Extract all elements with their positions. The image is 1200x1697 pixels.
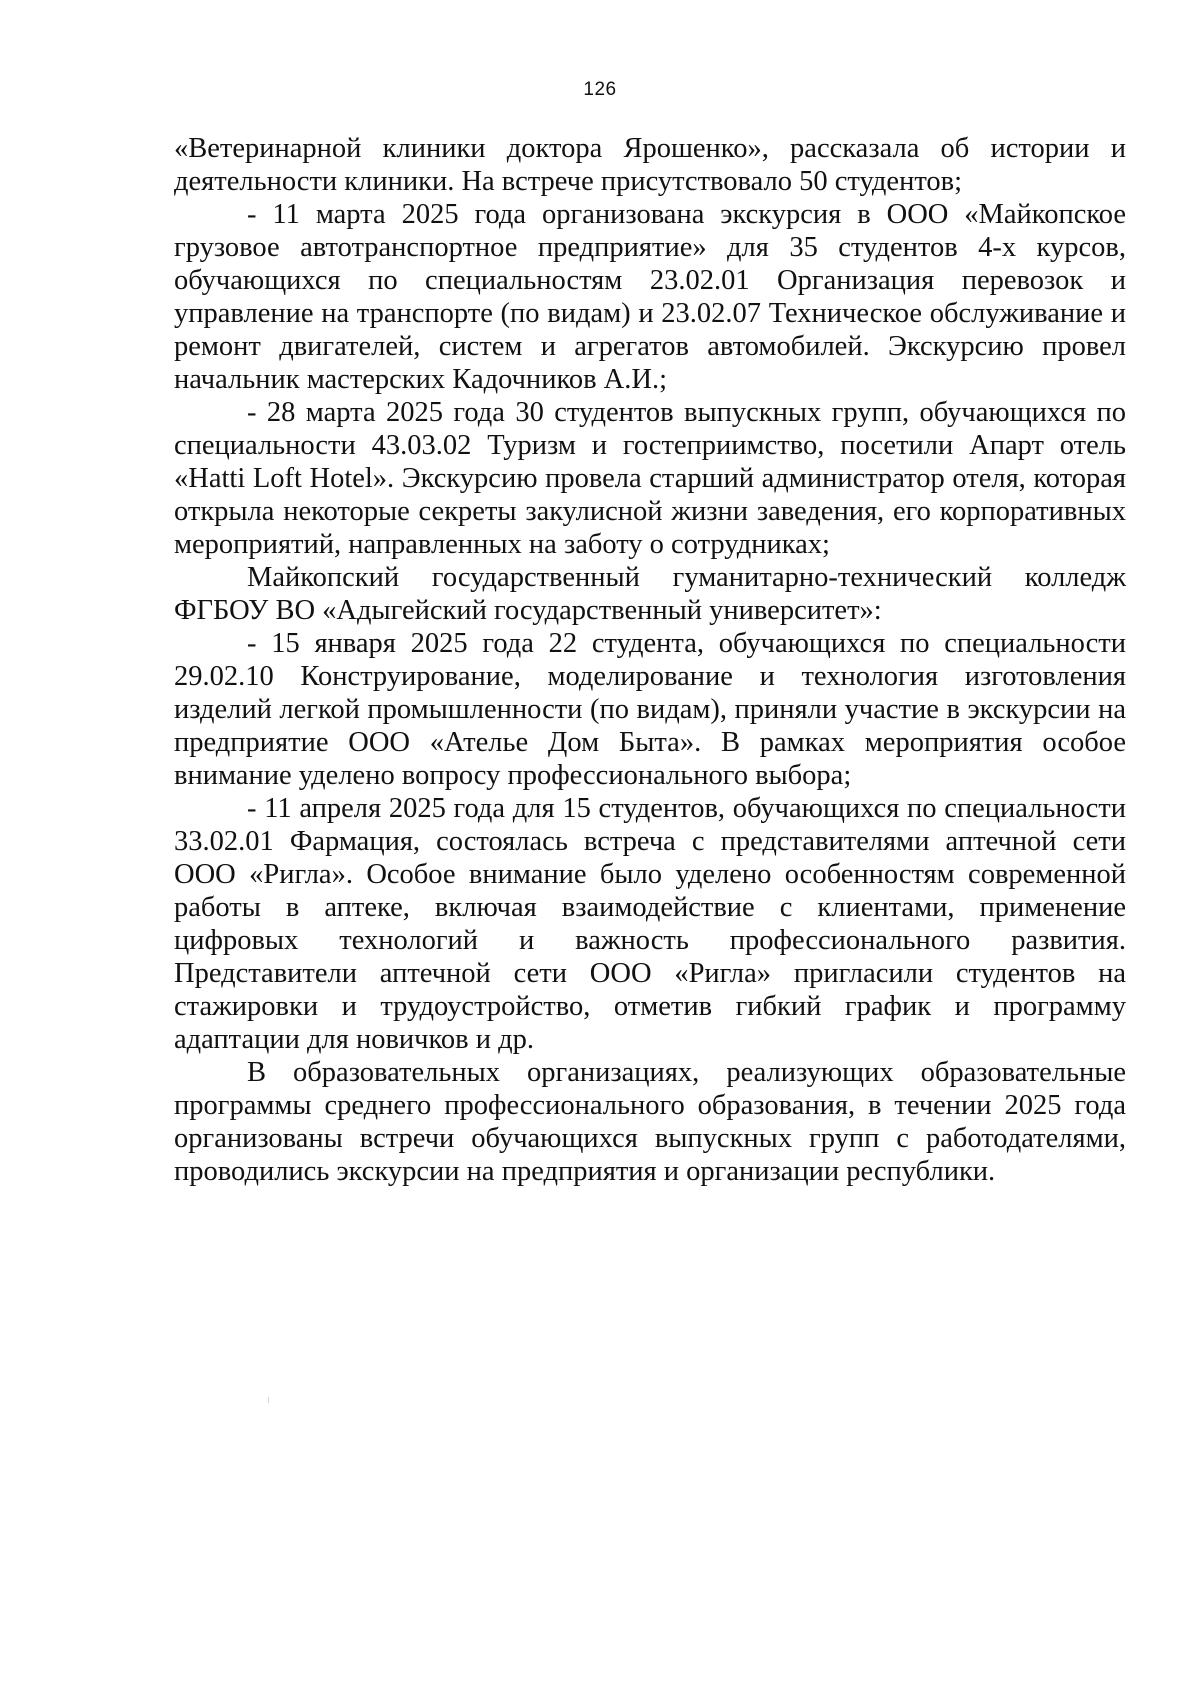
page-number: 126 — [583, 79, 617, 100]
paragraph-hotel-visit: - 28 марта 2025 года 30 студентов выпускных групп, обучающихся по специальности 43.03.02 Туризм и гостеприимство, посетили Апарт отель «Hatti Loft Hotel». Экскурсию провела старший администратор отеля, которая открыла некоторые секреты закулисной жизни заведения, его корпоративных мероприятий, направленных на заботу о сотрудниках; — [174, 397, 1126, 560]
paragraph-college-heading: Майкопский государственный гуманитарно-технический колледж ФГБОУ ВО «Адыгейский государственный университет»: — [174, 562, 1126, 626]
paragraph-pharmacy-meeting: - 11 апреля 2025 года для 15 студентов, обучающихся по специальности 33.02.01 Фармация, состоялась встреча с представителями аптечной сети ООО «Ригла». Особое внимание было уделено особенностям современной работы в аптеке, включая взаимодействие с клиентами, применение цифровых технологий и важность профессионального развития. Представители аптечной сети ООО «Ригла» пригласили студентов на стажировки и трудоустройство, отметив гибкий график и программу адаптации для новичков и др. — [174, 793, 1126, 1055]
paragraph-transport-excursion: - 11 марта 2025 года организована экскурсия в ООО «Майкопское грузовое автотранспортное предприятие» для 35 студентов 4-х курсов, обучающихся по специальностям 23.02.01 Организация перевозок и управление на транспорте (по видам) и 23.02.07 Техническое обслуживание и ремонт двигателей, систем и агрегатов автомобилей. Экскурсию провел начальник мастерских Кадочников А.И.; — [174, 199, 1126, 395]
paragraph-clinic-visit-continuation: «Ветеринарной клиники доктора Ярошенко», рассказала об истории и деятельности клиники. На встрече присутствовало 50 студентов; — [174, 133, 1126, 197]
document-body — [174, 132, 1126, 1188]
paragraph-summary: В образовательных организациях, реализующих образовательные программы среднего профессионального образования, в течении 2025 года организованы встречи обучающихся выпускных групп с работодателями, проводились экскурсии на предприятия и организации республики. — [174, 1057, 1126, 1187]
scan-artifact-mark — [268, 1397, 269, 1403]
paragraph-atelier-excursion: - 15 января 2025 года 22 студента, обучающихся по специальности 29.02.10 Конструирование, моделирование и технология изготовления изделий легкой промышленности (по видам), приняли участие в экскурсии на предприятие ООО «Ателье Дом Быта». В рамках мероприятия особое внимание уделено вопросу профессионального выбора; — [174, 628, 1126, 791]
